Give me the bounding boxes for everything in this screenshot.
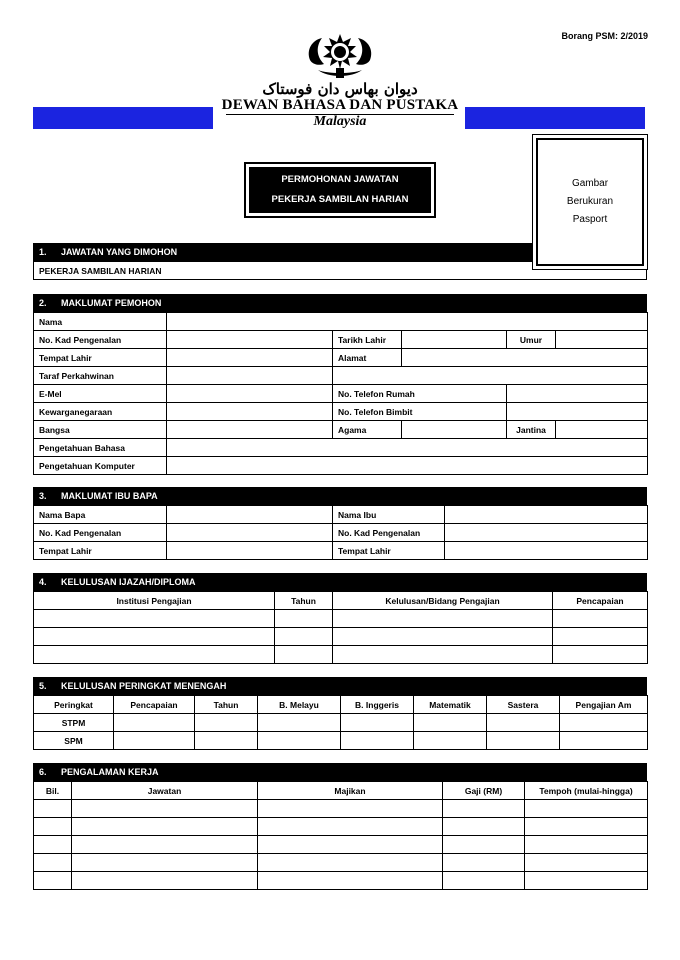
- input-cell[interactable]: [443, 872, 525, 890]
- header-pencapaian: Pencapaian: [114, 696, 195, 714]
- input-tempat-lahir[interactable]: [167, 349, 333, 367]
- input-cell[interactable]: [333, 646, 553, 664]
- section-number: 2.: [39, 298, 47, 308]
- input-cell[interactable]: [443, 818, 525, 836]
- input-cell[interactable]: [443, 836, 525, 854]
- input-cell[interactable]: [34, 836, 72, 854]
- input-cell[interactable]: [34, 872, 72, 890]
- input-cell[interactable]: [525, 800, 648, 818]
- section-maklumat-ibu-bapa: [33, 487, 647, 560]
- input-kad-bapa[interactable]: [167, 524, 333, 542]
- row-label-stpm: STPM: [34, 714, 114, 732]
- section-header: [33, 763, 647, 781]
- header-gaji: Gaji (RM): [443, 782, 525, 800]
- label-nama-ibu: Nama Ibu: [333, 506, 445, 524]
- section-kelulusan-menengah: [33, 677, 647, 750]
- section-maklumat-pemohon: [33, 294, 647, 475]
- section-title: PENGALAMAN KERJA: [61, 767, 159, 777]
- input-kad-pengenalan[interactable]: [167, 331, 333, 349]
- input-cell[interactable]: [525, 836, 648, 854]
- input-cell[interactable]: [258, 818, 443, 836]
- input-cell[interactable]: [72, 854, 258, 872]
- input-nama-ibu[interactable]: [445, 506, 648, 524]
- form-title-box: [244, 162, 436, 218]
- table-row: [34, 818, 648, 836]
- input-tempat-lahir-ibu[interactable]: [445, 542, 648, 560]
- input-cell[interactable]: [258, 714, 341, 732]
- label-kad-bapa: No. Kad Pengenalan: [34, 524, 167, 542]
- header-b-inggeris: B. Inggeris: [341, 696, 414, 714]
- passport-photo-box[interactable]: [532, 134, 648, 270]
- label-telefon-bimbit: No. Telefon Bimbit: [333, 403, 507, 421]
- label-kad-pengenalan: No. Kad Pengenalan: [34, 331, 167, 349]
- section-header: [33, 677, 647, 695]
- jawatan-value[interactable]: PEKERJA SAMBILAN HARIAN: [34, 262, 647, 280]
- input-agama[interactable]: [402, 421, 507, 439]
- input-cell[interactable]: [487, 732, 560, 750]
- header-b-melayu: B. Melayu: [258, 696, 341, 714]
- input-cell[interactable]: [333, 628, 553, 646]
- input-bangsa[interactable]: [167, 421, 333, 439]
- header-blue-bar-right: [465, 107, 645, 129]
- input-nama[interactable]: [167, 313, 648, 331]
- section-title: KELULUSAN PERINGKAT MENENGAH: [61, 681, 227, 691]
- input-pengetahuan-komputer[interactable]: [167, 457, 648, 475]
- input-cell[interactable]: [333, 610, 553, 628]
- input-emel[interactable]: [167, 385, 333, 403]
- section-kelulusan-ijazah: [33, 573, 647, 664]
- table-row: [34, 646, 648, 664]
- input-cell[interactable]: [487, 714, 560, 732]
- section-number: 6.: [39, 767, 47, 777]
- header-peringkat: Peringkat: [34, 696, 114, 714]
- input-cell[interactable]: [72, 818, 258, 836]
- input-cell[interactable]: [72, 872, 258, 890]
- header-pencapaian: Pencapaian: [553, 592, 648, 610]
- label-alamat: Alamat: [333, 349, 402, 367]
- input-cell[interactable]: [525, 818, 648, 836]
- input-nama-bapa[interactable]: [167, 506, 333, 524]
- input-cell[interactable]: [34, 646, 275, 664]
- input-cell[interactable]: [195, 714, 258, 732]
- photo-label-line3: Pasport: [572, 214, 608, 225]
- label-emel: E-Mel: [34, 385, 167, 403]
- input-cell[interactable]: [258, 854, 443, 872]
- input-cell[interactable]: [34, 610, 275, 628]
- photo-label-line2: Berukuran: [566, 196, 614, 207]
- input-tarikh-lahir[interactable]: [402, 331, 507, 349]
- table-row: [34, 610, 648, 628]
- header-pengajian-am: Pengajian Am: [560, 696, 648, 714]
- section-number: 5.: [39, 681, 47, 691]
- section-title: JAWATAN YANG DIMOHON: [61, 247, 178, 257]
- input-cell[interactable]: [525, 854, 648, 872]
- input-tempat-lahir-bapa[interactable]: [167, 542, 333, 560]
- input-cell[interactable]: [414, 732, 487, 750]
- input-cell[interactable]: [258, 732, 341, 750]
- section-title: MAKLUMAT PEMOHON: [61, 298, 162, 308]
- label-nama: Nama: [34, 313, 167, 331]
- label-taraf-perkahwinan: Taraf Perkahwinan: [34, 367, 167, 385]
- form-title-line2: PEKERJA SAMBILAN HARIAN: [271, 194, 409, 205]
- label-pengetahuan-komputer: Pengetahuan Komputer: [34, 457, 167, 475]
- header-majikan: Majikan: [258, 782, 443, 800]
- label-umur: Umur: [507, 331, 556, 349]
- input-umur[interactable]: [556, 331, 648, 349]
- logo-name: DEWAN BAHASA DAN PUSTAKA: [221, 97, 459, 113]
- section-number: 3.: [39, 491, 47, 501]
- input-cell[interactable]: [275, 628, 333, 646]
- input-telefon-rumah[interactable]: [507, 385, 648, 403]
- input-cell[interactable]: [72, 836, 258, 854]
- input-telefon-bimbit[interactable]: [507, 403, 648, 421]
- label-tempat-lahir-bapa: Tempat Lahir: [34, 542, 167, 560]
- header-blue-bar-left: [33, 107, 213, 129]
- input-cell[interactable]: [341, 732, 414, 750]
- input-cell[interactable]: [114, 714, 195, 732]
- input-cell[interactable]: [34, 854, 72, 872]
- dbp-emblem-icon: [300, 30, 380, 82]
- input-cell[interactable]: [275, 610, 333, 628]
- input-cell[interactable]: [560, 714, 648, 732]
- input-alamat[interactable]: [402, 349, 648, 367]
- table-row: [34, 628, 648, 646]
- header-bil: Bil.: [34, 782, 72, 800]
- section-header: [33, 487, 647, 505]
- table-row: [34, 872, 648, 890]
- label-tempat-lahir-ibu: Tempat Lahir: [333, 542, 445, 560]
- input-taraf-perkahwinan[interactable]: [167, 367, 333, 385]
- header-tahun: Tahun: [275, 592, 333, 610]
- header-kelulusan-bidang: Kelulusan/Bidang Pengajian: [333, 592, 553, 610]
- input-cell[interactable]: [443, 854, 525, 872]
- input-cell[interactable]: [560, 732, 648, 750]
- input-pengetahuan-bahasa[interactable]: [167, 439, 648, 457]
- label-tempat-lahir: Tempat Lahir: [34, 349, 167, 367]
- label-bangsa: Bangsa: [34, 421, 167, 439]
- input-cell[interactable]: [341, 714, 414, 732]
- label-nama-bapa: Nama Bapa: [34, 506, 167, 524]
- header-matematik: Matematik: [414, 696, 487, 714]
- section-title: MAKLUMAT IBU BAPA: [61, 491, 158, 501]
- label-agama: Agama: [333, 421, 402, 439]
- form-code: Borang PSM: 2/2019: [561, 31, 648, 41]
- label-jantina: Jantina: [507, 421, 556, 439]
- section-number: 1.: [39, 247, 47, 257]
- section-title: KELULUSAN IJAZAH/DIPLOMA: [61, 577, 196, 587]
- table-row: [34, 732, 648, 750]
- input-cell[interactable]: [414, 714, 487, 732]
- table-row: [34, 836, 648, 854]
- header-tempoh: Tempoh (mulai-hingga): [525, 782, 648, 800]
- section-pengalaman-kerja: [33, 763, 647, 890]
- input-cell[interactable]: [195, 732, 258, 750]
- input-cell[interactable]: [258, 872, 443, 890]
- header-tahun: Tahun: [195, 696, 258, 714]
- table-row: [34, 714, 648, 732]
- table-row: [34, 854, 648, 872]
- label-kad-ibu: No. Kad Pengenalan: [333, 524, 445, 542]
- header-jawatan: Jawatan: [72, 782, 258, 800]
- input-kad-ibu[interactable]: [445, 524, 648, 542]
- input-cell[interactable]: [34, 800, 72, 818]
- input-cell[interactable]: [525, 872, 648, 890]
- input-cell[interactable]: [553, 646, 648, 664]
- label-telefon-rumah: No. Telefon Rumah: [333, 385, 507, 403]
- input-cell[interactable]: [34, 818, 72, 836]
- label-pengetahuan-bahasa: Pengetahuan Bahasa: [34, 439, 167, 457]
- input-cell[interactable]: [553, 628, 648, 646]
- input-cell[interactable]: [72, 800, 258, 818]
- section-number: 4.: [39, 577, 47, 587]
- input-cell[interactable]: [114, 732, 195, 750]
- header-institusi: Institusi Pengajian: [34, 592, 275, 610]
- input-cell[interactable]: [258, 836, 443, 854]
- form-title-line1: PERMOHONAN JAWATAN: [281, 174, 399, 185]
- photo-label-line1: Gambar: [571, 178, 609, 189]
- input-cell[interactable]: [553, 610, 648, 628]
- input-alamat-continued[interactable]: [333, 367, 648, 385]
- input-kewarganegaraan[interactable]: [167, 403, 333, 421]
- row-label-spm: SPM: [34, 732, 114, 750]
- table-row: [34, 800, 648, 818]
- input-cell[interactable]: [275, 646, 333, 664]
- label-kewarganegaraan: Kewarganegaraan: [34, 403, 167, 421]
- input-cell[interactable]: [34, 628, 275, 646]
- dbp-logo: [220, 30, 460, 129]
- label-tarikh-lahir: Tarikh Lahir: [333, 331, 402, 349]
- input-jantina[interactable]: [556, 421, 648, 439]
- logo-jawi-text: ديوان بهاس دان فوستاک: [262, 80, 418, 98]
- header-sastera: Sastera: [487, 696, 560, 714]
- input-cell[interactable]: [258, 800, 443, 818]
- section-header: [33, 294, 647, 312]
- input-cell[interactable]: [443, 800, 525, 818]
- section-header: [33, 573, 647, 591]
- logo-country: Malaysia: [313, 114, 367, 129]
